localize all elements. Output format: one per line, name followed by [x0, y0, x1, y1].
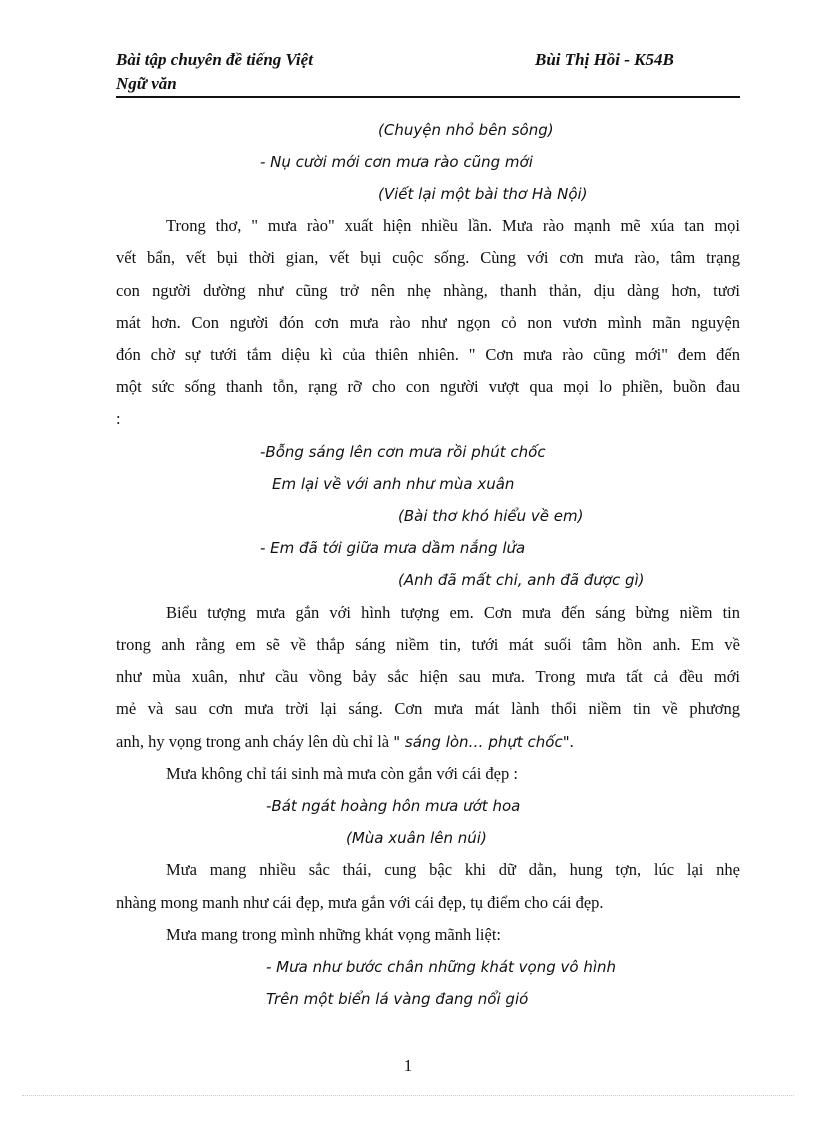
paragraph-line: [116, 732, 574, 752]
paragraph-line: :: [116, 409, 121, 428]
poem-citation: (Mùa xuân lên núi): [346, 829, 487, 847]
paragraph-text: .: [569, 732, 574, 751]
quoted-phrase: " sáng lòn… phựt chốc": [393, 733, 570, 751]
paragraph-line: Mưa không chỉ tái sinh mà mưa còn gắn với cái đẹp :: [166, 764, 518, 783]
paragraph-line: Biểu tượng mưa gắn với hình tượng em. Cơn mưa đến sáng bừng niềm tin: [166, 603, 740, 622]
page-number: 1: [403, 1056, 413, 1075]
paragraph-line: mát hơn. Con người đón cơn mưa rào như ngọn cỏ non vươn mình mãn nguyện: [116, 313, 740, 332]
paragraph-line: nhàng mong manh như cái đẹp, mưa gắn với cái đẹp, tụ điểm cho cái đẹp.: [116, 893, 604, 912]
poem-citation: (Anh đã mất chi, anh đã được gì): [398, 571, 645, 589]
poem-citation: (Chuyện nhỏ bên sông): [378, 121, 554, 139]
paragraph-line: Mưa mang trong mình những khát vọng mãnh liệt:: [166, 925, 502, 944]
paragraph-line: con người dường như cũng trở nên nhẹ nhàng, thanh thản, dịu dàng hơn, tươi: [116, 281, 740, 300]
poem-citation: (Bài thơ khó hiểu về em): [398, 507, 584, 525]
poem-citation: (Viết lại một bài thơ Hà Nội): [378, 185, 588, 203]
header-divider: [116, 96, 740, 98]
paragraph-line: đón chờ sự tưới tắm diệu kì của thiên nhiên. " Cơn mưa rào cũng mới" đem đến: [116, 345, 740, 364]
paragraph-line: mẻ và sau cơn mưa trời lại sáng. Cơn mưa mát lành thổi niềm tin về phương: [116, 699, 740, 718]
paragraph-line: Mưa mang nhiều sắc thái, cung bậc khi dữ dằn, hung tợn, lúc lại nhẹ: [166, 860, 740, 879]
poem-line: -Bỗng sáng lên cơn mưa rồi phút chốc: [260, 443, 546, 461]
page-bottom-divider: [22, 1095, 794, 1096]
poem-line: -Bát ngát hoàng hôn mưa ướt hoa: [266, 797, 521, 815]
poem-line: - Nụ cười mới cơn mưa rào cũng mới: [260, 153, 533, 171]
paragraph-text: anh, hy vọng trong anh cháy lên dù chỉ là: [116, 732, 394, 751]
paragraph-line: như mùa xuân, như cầu vồng bảy sắc hiện sau mưa. Trong mưa tất cả đều mới: [116, 667, 740, 686]
page-header: [116, 50, 740, 96]
header-subject: Bài tập chuyên đề tiếng Việt: [116, 50, 313, 69]
paragraph-line: trong anh rằng em sẽ về thắp sáng niềm tin, tưới mát suối tâm hồn anh. Em về: [116, 635, 740, 654]
paragraph-line: một sức sống thanh tỗn, rạng rỡ cho con người vượt qua mọi lo phiền, buồn đau: [116, 377, 740, 396]
poem-line: - Em đã tới giữa mưa dầm nắng lửa: [260, 539, 526, 557]
header-subject-line2: Ngữ văn: [116, 74, 177, 93]
paragraph-line: Trong thơ, " mưa rào" xuất hiện nhiều lần. Mưa rào mạnh mẽ xúa tan mọi: [166, 216, 740, 235]
poem-line: - Mưa như bước chân những khát vọng vô hình: [266, 958, 617, 976]
paragraph-line: vết bẩn, vết bụi thời gian, vết bụi cuộc sống. Cùng với cơn mưa rào, tâm trạng: [116, 248, 740, 267]
poem-line: Trên một biển lá vàng đang nổi gió: [266, 990, 529, 1008]
poem-line: Em lại về với anh như mùa xuân: [272, 475, 515, 493]
header-author: Bùi Thị Hồi - K54B: [535, 50, 674, 69]
